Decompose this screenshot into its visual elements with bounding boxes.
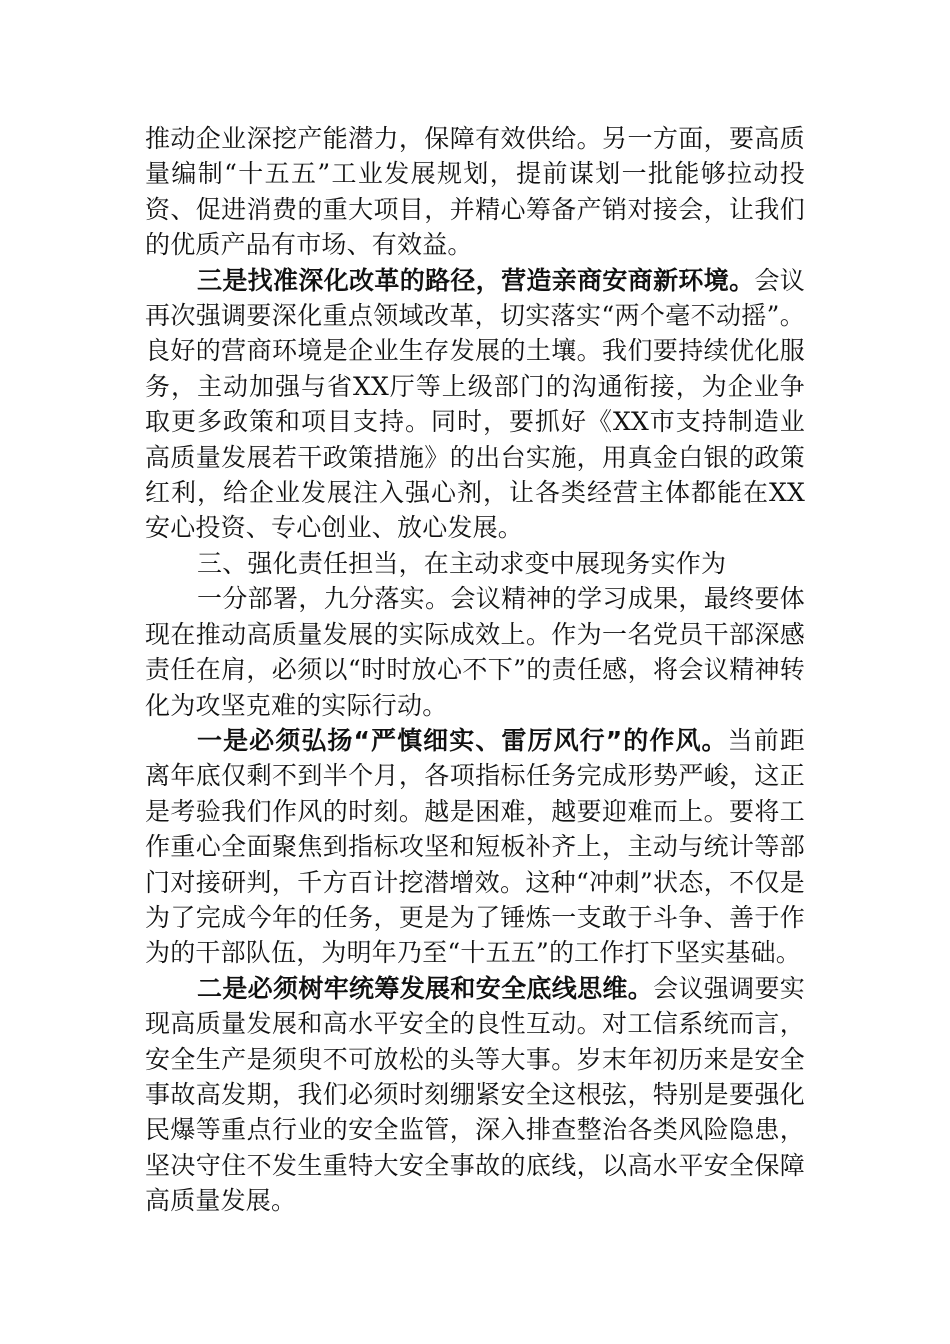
section-heading-3: 三、强化责任担当，在主动求变中展现务实作为 [197,548,727,578]
paragraph-body-safety: 会议强调要实现高质量发展和高水平安全的良性互动。对工信系统而言，安全生产是须臾不可放松的头等大事。岁末年初历来是安全事故高发期，我们必须时刻绷紧安全这根弦，特别是要强化民爆等重点行业的安全监管，深入排查整治各类风险隐患，坚决守住不发生重特大安全事故的底线，以高水平安全保障高质量发展。 [145,973,806,1216]
paragraph-lead-safety: 二是必须树牢统筹发展和安全底线思维。 [197,973,654,1003]
document-body [145,121,805,1219]
paragraph-reform [145,263,805,546]
paragraph-lead-style: 一是必须弘扬“严慎细实、雷厉风行”的作风。 [197,725,728,755]
paragraph-safety [145,971,805,1219]
paragraph-body-reform: 会议再次强调要深化重点领域改革，切实落实“两个毫不动摇”。良好的营商环境是企业生存发展的土壤。我们要持续优化服务，主动加强与省XX厅等上级部门的沟通衔接，为企业争取更多政策和项目支持。同时，要抓好《XX市支持制造业高质量发展若干政策措施》的出台实施，用真金白银的政策红利，给企业发展注入强心剂，让各类经营主体都能在XX安心投资、专心创业、放心发展。 [145,265,805,543]
paragraph-continuation: 推动企业深挖产能潜力，保障有效供给。另一方面，要高质量编制“十五五”工业发展规划，提前谋划一批能够拉动投资、促进消费的重大项目，并精心筹备产销对接会，让我们的优质产品有市场、有效益。 [145,124,805,260]
paragraph-implementation: 一分部署，九分落实。会议精神的学习成果，最终要体现在推动高质量发展的实际成效上。作为一名党员干部深感责任在肩，必须以“时时放心不下”的责任感，将会议精神转化为攻坚克难的实际行动。 [145,584,805,720]
paragraph-body-style: 当前距离年底仅剩不到半个月，各项指标任务完成形势严峻，这正是考验我们作风的时刻。越是困难，越要迎难而上。要将工作重心全面聚焦到指标攻坚和短板补齐上，主动与统计等部门对接研判，千方百计挖潜增效。这种“冲刺”状态，不仅是为了完成今年的任务，更是为了锤炼一支敢于斗争、善于作为的干部队伍，为明年乃至“十五五”的工作打下坚实基础。 [145,725,805,968]
paragraph-lead-reform: 三是找准深化改革的路径，营造亲商安商新环境。 [197,265,755,295]
paragraph-style [145,723,805,971]
